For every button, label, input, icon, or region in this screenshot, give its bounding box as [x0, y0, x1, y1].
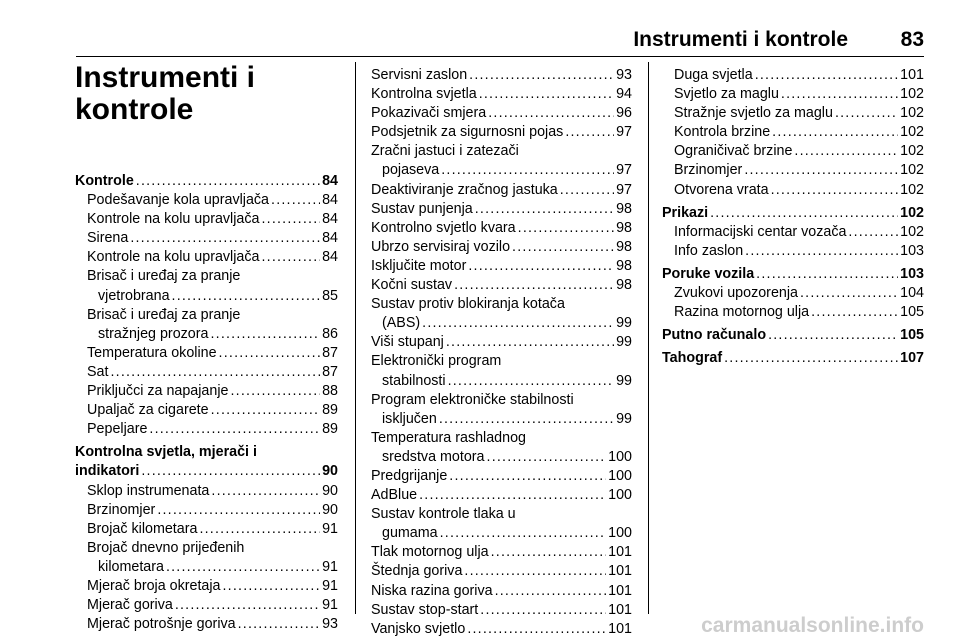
toc-entry-label: Servisni zaslon [371, 67, 468, 83]
toc-entry[interactable] [75, 382, 338, 401]
toc-page-number: 87 [322, 344, 338, 361]
dot-leader [768, 326, 898, 345]
toc-entry[interactable] [371, 238, 632, 257]
column-divider-1 [355, 62, 356, 614]
dot-leader [467, 620, 606, 639]
toc-page-number: 97 [616, 162, 632, 179]
dot-leader [149, 420, 320, 439]
toc-entry[interactable] [371, 314, 632, 333]
dot-leader [781, 85, 898, 104]
toc-page-number: 99 [616, 372, 632, 389]
toc-page-number: 98 [616, 257, 632, 274]
toc-entry-label: Deaktiviranje zračnog jastuka [371, 181, 558, 198]
toc-entry-label: Pokazivači smjera [371, 105, 487, 122]
toc-page-number: 105 [900, 327, 924, 344]
toc-entry[interactable] [75, 577, 338, 596]
toc-entry[interactable] [371, 85, 632, 104]
toc-entry[interactable] [371, 333, 632, 352]
dot-leader [794, 142, 898, 161]
dot-leader [480, 601, 606, 620]
toc-page-number: 101 [608, 582, 632, 599]
toc-page-number: 98 [616, 277, 632, 294]
dot-leader [211, 401, 321, 420]
dot-leader [835, 104, 898, 123]
toc-entry-label: pojaseva [382, 162, 440, 179]
toc-entry-label: Sustav protiv blokiranja kotača [371, 296, 565, 313]
toc-entry[interactable] [371, 181, 632, 200]
toc-page-number: 97 [616, 181, 632, 198]
toc-entry-label: Sustav punjenja [371, 200, 473, 217]
toc-page-number: 84 [322, 192, 338, 209]
toc-entry-label: Pepeljare [87, 421, 148, 438]
toc-page-number: 90 [322, 463, 338, 480]
column-divider-2 [648, 62, 649, 614]
toc-entry-label: stražnjeg prozora [98, 325, 209, 342]
toc-page-number: 91 [322, 520, 338, 537]
toc-entry-label: sredstva motora [382, 448, 485, 465]
toc-entry[interactable] [371, 601, 632, 620]
toc-entry-label: Info zaslon [674, 242, 744, 259]
dot-leader [560, 181, 614, 200]
toc-entry-label: Sustav stop-start [371, 601, 479, 618]
toc-entry-label: Podešavanje kola upravljača [87, 192, 270, 209]
toc-entry[interactable] [662, 303, 924, 322]
dot-leader [172, 287, 321, 306]
toc-page-number: 102 [900, 124, 924, 141]
dot-leader [755, 66, 898, 85]
toc-page-number: 99 [616, 334, 632, 351]
toc-page-number: 101 [900, 67, 924, 83]
toc-entry-label: Zračni jastuci i zatezači [371, 143, 519, 160]
toc-page-number: 102 [900, 86, 924, 103]
toc-entry[interactable] [371, 620, 632, 639]
toc-entry[interactable] [371, 448, 632, 467]
toc-page-number: 84 [322, 249, 338, 266]
toc-page-number: 99 [616, 410, 632, 427]
dot-leader [419, 486, 606, 505]
dot-leader [211, 482, 320, 501]
toc-entry-label: Sustav kontrole tlaka u [371, 506, 516, 523]
toc-column-2 [371, 66, 632, 639]
toc-entry-label: Kontrole [75, 173, 134, 189]
dot-leader [449, 467, 606, 486]
toc-entry[interactable] [371, 524, 632, 543]
dot-leader [422, 314, 614, 333]
toc-entry-label: Brojač dnevno prijeđenih [87, 539, 245, 556]
toc-page-number: 105 [900, 304, 924, 321]
toc-page-number: 96 [616, 105, 632, 122]
toc-entry[interactable] [75, 344, 338, 363]
toc-entry-label: Temperatura rashladnog [371, 429, 526, 446]
toc-entry-label: Duga svjetla [674, 67, 753, 83]
toc-entry[interactable] [662, 142, 924, 161]
toc-entry-label: Ubrzo servisiraj vozilo [371, 238, 511, 255]
toc-entry-label: gumama [382, 525, 438, 542]
toc-column-1 [75, 172, 338, 634]
toc-entry[interactable] [75, 482, 338, 501]
toc-entry-label: Kontrolna svjetla [371, 86, 477, 103]
dot-leader [454, 276, 614, 295]
toc-entry-label: Upaljač za cigarete [87, 402, 209, 419]
dot-leader [219, 344, 321, 363]
toc-page-number: 91 [322, 577, 338, 594]
header-section-title: Instrumenti i kontrole [633, 28, 848, 51]
toc-page-number: 107 [900, 350, 924, 367]
toc-entry-label: Elektronički program [371, 353, 502, 370]
dot-leader [848, 223, 898, 242]
toc-entry-label: Štednja goriva [371, 563, 463, 580]
toc-page-number: 97 [616, 124, 632, 141]
toc-category[interactable] [662, 326, 924, 345]
toc-category[interactable] [662, 204, 924, 223]
dot-leader [565, 123, 614, 142]
toc-entry-label: isključen [382, 410, 437, 427]
toc-entry-label: Sklop instrumenata [87, 482, 210, 499]
toc-entry-label: Niska razina goriva [371, 582, 493, 599]
toc-entry[interactable] [371, 467, 632, 486]
dot-leader [468, 257, 614, 276]
toc-entry[interactable] [75, 615, 338, 634]
toc-entry-label: Priključci za napajanje [87, 383, 229, 400]
toc-entry-label: Brisač i uređaj za pranje [87, 268, 241, 285]
toc-page-number: 85 [322, 287, 338, 304]
toc-entry[interactable] [75, 287, 338, 306]
dot-leader [157, 501, 320, 520]
toc-entry[interactable] [662, 104, 924, 123]
toc-page-number: 103 [900, 265, 924, 282]
toc-entry-label: Tahograf [662, 350, 723, 367]
toc-entry-label: Kontrole na kolu upravljača [87, 249, 260, 266]
toc-category[interactable] [75, 172, 338, 191]
dot-leader [479, 85, 614, 104]
toc-entry[interactable] [75, 229, 338, 248]
toc-entry[interactable] [662, 223, 924, 242]
toc-entry[interactable] [75, 520, 338, 539]
toc-category[interactable] [662, 349, 924, 368]
dot-leader [744, 161, 898, 180]
toc-entry[interactable] [371, 66, 632, 85]
toc-entry[interactable] [75, 210, 338, 229]
dot-leader [261, 248, 320, 267]
toc-entry[interactable] [662, 284, 924, 303]
dot-leader [136, 172, 320, 191]
toc-entry-label: Mjerač broja okretaja [87, 577, 221, 594]
toc-page-number: 89 [322, 421, 338, 438]
toc-entry-label: Svjetlo za maglu [674, 86, 779, 103]
watermark: carmanualsonline.info [701, 614, 924, 637]
dot-leader [491, 543, 607, 562]
dot-leader [488, 104, 614, 123]
toc-category-title: Kontrolna svjetla, mjerači i [75, 444, 257, 461]
toc-page-number: 89 [322, 402, 338, 419]
toc-category[interactable] [662, 265, 924, 284]
dot-leader [210, 325, 320, 344]
toc-entry[interactable] [371, 410, 632, 429]
toc-entry-label: Brisač i uređaj za pranje [87, 306, 241, 323]
toc-entry-label: Viši stupanj [371, 334, 444, 351]
toc-entry-label: Isključite motor [371, 257, 467, 274]
toc-entry-label: Otvorena vrata [674, 181, 769, 198]
dot-leader [518, 219, 614, 238]
toc-entry[interactable] [75, 596, 338, 615]
toc-entry[interactable] [75, 363, 338, 382]
chapter-title: Instrumenti i kontrole [75, 61, 256, 126]
dot-leader [475, 200, 614, 219]
toc-page-number: 91 [322, 558, 338, 575]
dot-leader [141, 462, 320, 481]
toc-page-number: 98 [616, 200, 632, 217]
toc-entry[interactable] [75, 325, 338, 344]
dot-leader [756, 265, 898, 284]
dot-leader [710, 204, 898, 223]
toc-entry-label: Brzinomjer [674, 162, 743, 179]
toc-entry[interactable] [662, 85, 924, 104]
dot-leader [469, 66, 614, 85]
toc-page-number: 90 [322, 501, 338, 518]
toc-entry-label: Mjerač potrošnje goriva [87, 616, 236, 633]
toc-entry[interactable] [371, 486, 632, 505]
toc-page-number: 100 [608, 467, 632, 484]
toc-entry[interactable] [371, 543, 632, 562]
toc-entry-label: Prikazi [662, 204, 709, 221]
toc-entry[interactable] [662, 66, 924, 85]
toc-entry-label: Informacijski centar vozača [674, 223, 847, 240]
toc-entry-label: (ABS) [382, 315, 421, 332]
dot-leader [130, 229, 320, 248]
toc-entry-label: Ograničivač brzine [674, 143, 793, 160]
toc-entry[interactable] [662, 123, 924, 142]
dot-leader [441, 161, 614, 180]
toc-entry-label: Brojač kilometara [87, 520, 198, 537]
toc-entry-label: stabilnosti [382, 372, 446, 389]
dot-leader [464, 562, 606, 581]
toc-page-number: 102 [900, 162, 924, 179]
toc-page-number: 100 [608, 525, 632, 542]
toc-entry-label: Predgrijanje [371, 467, 448, 484]
toc-entry-label: Kontrolno svjetlo kvara [371, 219, 516, 236]
dot-leader [724, 349, 898, 368]
toc-entry-label: Tlak motornog ulja [371, 544, 489, 561]
toc-page-number: 98 [616, 238, 632, 255]
dot-leader [811, 303, 898, 322]
toc-page-number: 87 [322, 363, 338, 380]
toc-entry-label: AdBlue [371, 487, 418, 504]
toc-page-number: 93 [322, 616, 338, 633]
toc-page-number: 90 [322, 482, 338, 499]
toc-page-number: 101 [608, 601, 632, 618]
toc-entry-label: Razina motornog ulja [674, 304, 810, 321]
toc-entry-label: Brzinomjer [87, 501, 156, 518]
toc-entry-label: Kontrole na kolu upravljača [87, 211, 260, 228]
toc-page-number: 91 [322, 597, 338, 614]
toc-page-number: 101 [608, 563, 632, 580]
dot-leader [487, 448, 607, 467]
toc-page-number: 88 [322, 383, 338, 400]
dot-leader [772, 123, 898, 142]
dot-leader [800, 284, 898, 303]
dot-leader [110, 363, 320, 382]
header-page-number: 83 [900, 28, 924, 51]
dot-leader [166, 558, 320, 577]
toc-entry[interactable] [662, 242, 924, 261]
toc-entry[interactable] [371, 200, 632, 219]
toc-entry[interactable] [371, 104, 632, 123]
dot-leader [199, 520, 320, 539]
toc-page-number: 84 [322, 173, 338, 189]
toc-entry-label: Sat [87, 363, 109, 380]
toc-entry-label: Zvukovi upozorenja [674, 285, 798, 302]
toc-page-number: 104 [900, 285, 924, 302]
dot-leader [175, 596, 320, 615]
toc-page-number: 86 [322, 325, 338, 342]
dot-leader [745, 242, 898, 261]
toc-entry-label: Stražnje svjetlo za maglu [674, 105, 833, 122]
dot-leader [238, 615, 320, 634]
toc-entry-label: indikatori [75, 463, 140, 480]
toc-entry[interactable] [371, 161, 632, 180]
toc-entry-label: Vanjsko svjetlo [371, 620, 466, 637]
toc-page-number: 84 [322, 211, 338, 228]
dot-leader [771, 181, 899, 200]
toc-page-number: 93 [616, 67, 632, 83]
toc-page-number: 102 [900, 143, 924, 160]
toc-entry[interactable] [371, 276, 632, 295]
toc-page-number: 103 [900, 242, 924, 259]
toc-entry-label: Mjerač goriva [87, 597, 173, 614]
dot-leader [230, 382, 320, 401]
toc-column-3 [662, 66, 924, 368]
toc-entry[interactable] [75, 558, 338, 577]
dot-leader [271, 191, 320, 210]
toc-category[interactable] [75, 462, 338, 481]
toc-entry-label: Podsjetnik za sigurnosni pojas [371, 124, 564, 141]
toc-entry-label: Program elektroničke stabilnosti [371, 391, 574, 408]
toc-page-number: 101 [608, 544, 632, 561]
dot-leader [448, 372, 615, 391]
toc-entry-label: Poruke vozila [662, 265, 755, 282]
toc-entry-label: Kontrola brzine [674, 124, 771, 141]
toc-entry[interactable] [371, 219, 632, 238]
toc-entry-label: Sirena [87, 230, 129, 247]
toc-page-number: 100 [608, 448, 632, 465]
toc-page-number: 102 [900, 204, 924, 221]
toc-page-number: 101 [608, 620, 632, 637]
toc-entry[interactable] [75, 501, 338, 520]
toc-entry-label: kilometara [98, 558, 164, 575]
toc-page-number: 102 [900, 105, 924, 122]
dot-leader [495, 582, 607, 601]
toc-entry[interactable] [371, 372, 632, 391]
toc-entry[interactable] [75, 191, 338, 210]
dot-leader [223, 577, 321, 596]
toc-page-number: 102 [900, 223, 924, 240]
toc-page-number: 102 [900, 181, 924, 198]
toc-entry[interactable] [371, 257, 632, 276]
toc-page-number: 98 [616, 219, 632, 236]
toc-page-number: 84 [322, 230, 338, 247]
toc-entry[interactable] [662, 161, 924, 180]
toc-entry[interactable] [662, 181, 924, 200]
header-rule [76, 56, 924, 57]
dot-leader [440, 524, 607, 543]
dot-leader [446, 333, 614, 352]
dot-leader [439, 410, 614, 429]
toc-entry-label: vjetrobrana [98, 287, 170, 304]
toc-page-number: 94 [616, 86, 632, 103]
toc-page-number: 100 [608, 487, 632, 504]
toc-entry-label: Temperatura okoline [87, 344, 217, 361]
toc-entry[interactable] [371, 582, 632, 601]
toc-entry-label: Kočni sustav [371, 277, 453, 294]
toc-entry[interactable] [75, 420, 338, 439]
dot-leader [261, 210, 320, 229]
toc-entry[interactable] [371, 562, 632, 581]
toc-entry[interactable] [75, 248, 338, 267]
toc-entry-label: Putno računalo [662, 327, 767, 344]
toc-page-number: 99 [616, 315, 632, 332]
toc-entry[interactable] [371, 123, 632, 142]
dot-leader [512, 238, 614, 257]
toc-entry[interactable] [75, 401, 338, 420]
